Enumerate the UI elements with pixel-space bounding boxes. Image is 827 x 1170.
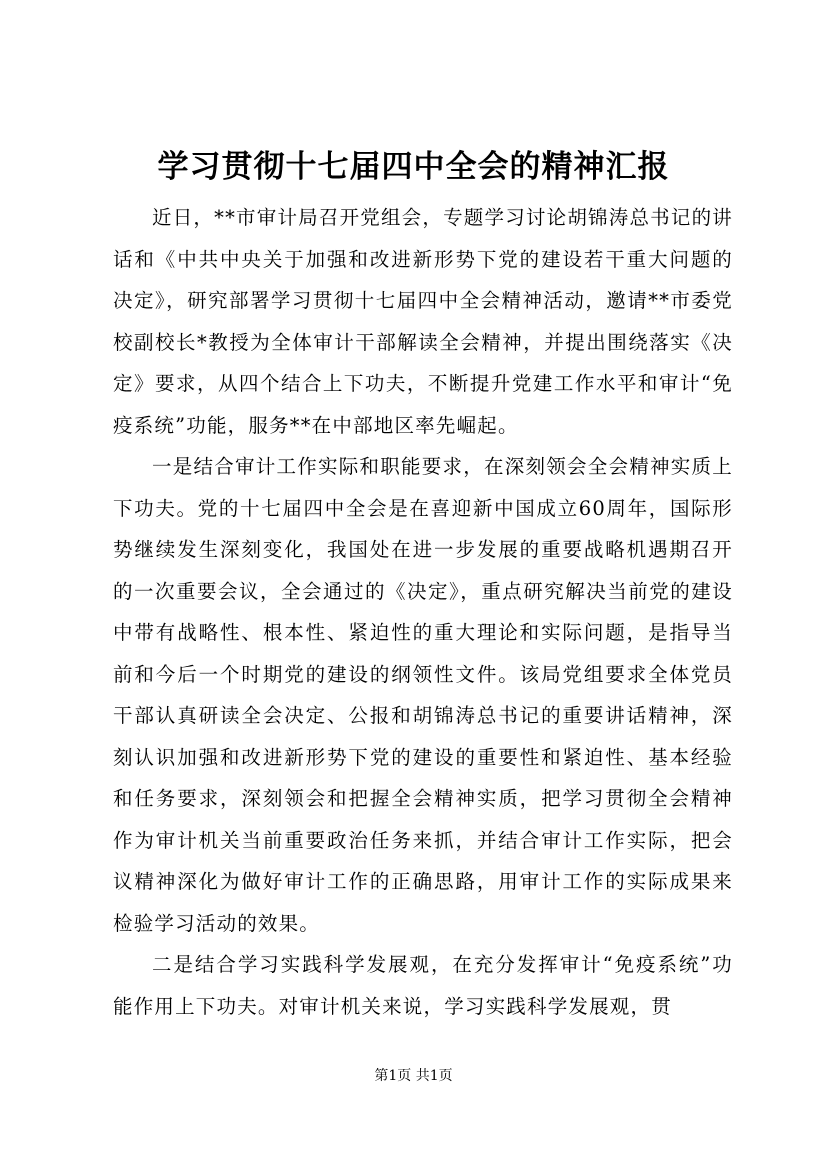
paragraph-point-two: 二是结合学习实践科学发展观，在充分发挥审计“免疫系统”功能作用上下功夫。对审计机关来说，学习实践科学发展观，贯 <box>113 953 733 1018</box>
paragraph-point-one: 一是结合审计工作实际和职能要求，在深刻领会全会精神实质上下功夫。党的十七届四中全会是在喜迎新中国成立60周年，国际形势继续发生深刻变化，我国处在进一步发展的重要战略机遇期召开的一次重要会议，全会通过的《决定》，重点研究解决当前党的建设中带有战略性、根本性、紧迫性的重大理论和实际问题，是指导当前和今后一个时期党的建设的纲领性文件。该局党组要求全体党员干部认真研读全会决定、公报和胡锦涛总书记的重要讲话精神，深刻认识加强和改进新形势下党的建设的重要性和紧迫性、基本经验和任务要求，深刻领会和把握全会精神实质，把学习贯彻全会精神作为审计机关当前重要政治任务来抓，并结合审计工作实际，把会议精神深化为做好审计工作的正确思路，用审计工作的实际成果来检验学习活动的效果。 <box>113 455 733 935</box>
paragraph-intro: 近日，**市审计局召开党组会，专题学习讨论胡锦涛总书记的讲话和《中共中央关于加强和改进新形势下党的建设若干重大问题的决定》，研究部署学习贯彻十七届四中全会精神活动，邀请**市委党校副校长*教授为全体审计干部解读全会精神，并提出围绕落实《决定》要求，从四个结合上下功夫，不断提升党建工作水平和审计“免疫系统”功能，服务**在中部地区率先崛起。 <box>113 206 733 437</box>
document-body <box>113 197 733 1027</box>
page-footer: 第1页 共1页 <box>374 1068 453 1084</box>
page-title: 学习贯彻十七届四中全会的精神汇报 <box>157 149 670 185</box>
